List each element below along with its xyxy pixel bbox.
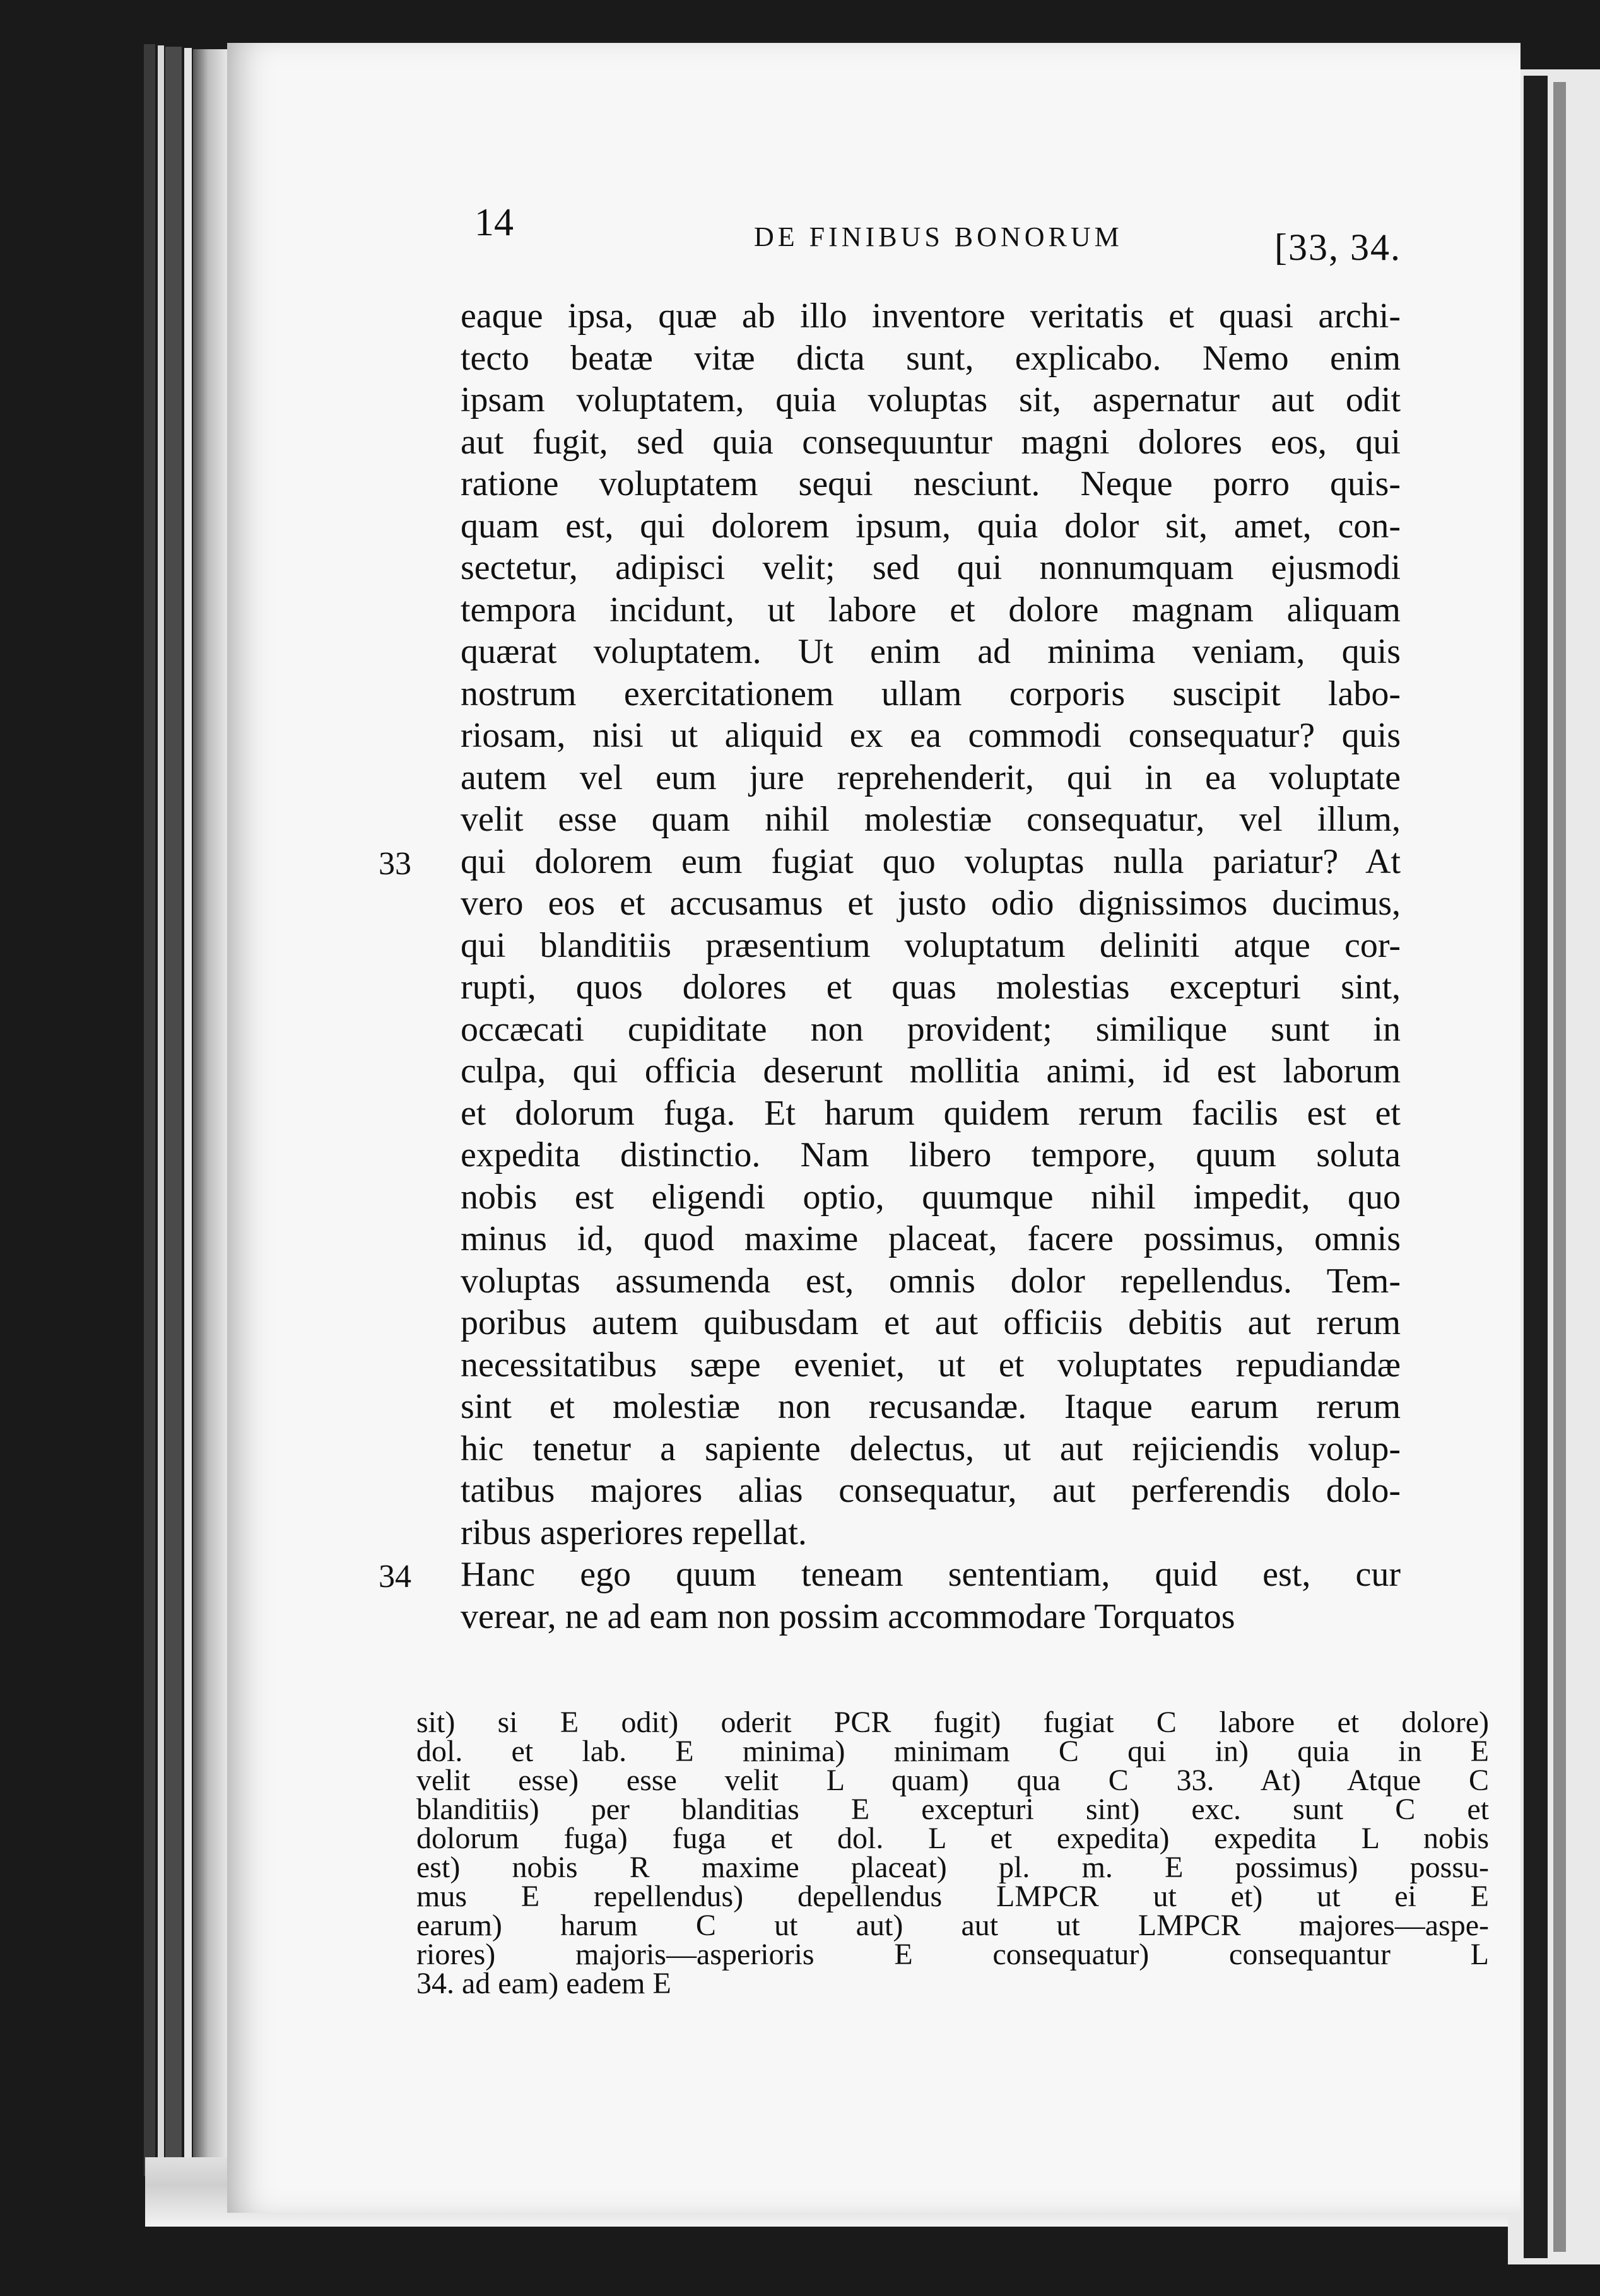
text-line-content: occæcati cupiditate non provident; similique sunt in (461, 1009, 1401, 1049)
text-line-content: ipsam voluptatem, quia voluptas sit, aspernatur aut odit (461, 380, 1401, 419)
text-line-content: quærat voluptatem. Ut enim ad minima veniam, quis (461, 632, 1401, 671)
text-line (461, 1470, 1401, 1512)
text-line (461, 1302, 1401, 1344)
text-line (461, 631, 1401, 673)
text-line (461, 1134, 1401, 1176)
text-line (461, 1176, 1401, 1219)
book-edge (184, 48, 192, 2205)
text-line (461, 715, 1401, 757)
text-line (461, 1218, 1401, 1260)
page-number: 14 (474, 201, 514, 244)
text-line-content: hic tenetur a sapiente delectus, ut aut rejiciendis volup- (461, 1429, 1401, 1468)
text-line (461, 673, 1401, 715)
text-line-content: Hanc ego quum teneam sententiam, quid est, cur (461, 1555, 1401, 1594)
text-line-content: eaque ipsa, quæ ab illo inventore veritatis et quasi archi- (461, 296, 1401, 336)
book-gutter (1524, 76, 1548, 2258)
text-line (379, 841, 1401, 883)
text-line (461, 1596, 1401, 1638)
text-line-content: qui dolorem eum fugiat quo voluptas nulla pariatur? At (461, 841, 1401, 881)
text-line-content: minus id, quod maxime placeat, facere possimus, omnis (461, 1219, 1401, 1258)
main-text (379, 295, 1470, 1637)
text-line (461, 547, 1401, 589)
critical-apparatus (416, 1708, 1489, 1998)
text-line-content: quam est, qui dolorem ipsum, quia dolor sit, amet, con- (461, 506, 1401, 546)
text-line-content: tatibus majores alias consequatur, aut perferendis dolo- (461, 1471, 1401, 1510)
text-line-content: et dolorum fuga. Et harum quidem rerum facilis est et (461, 1093, 1401, 1133)
text-line-content: riosam, nisi ut aliquid ex ea commodi consequatur? quis (461, 716, 1401, 755)
note-line: riores) majoris—asperioris E consequatur) consequantur L (416, 1938, 1489, 1971)
book-edge (193, 49, 231, 2213)
note-line: est) nobis R maxime placeat) pl. m. E possimus) possu- (416, 1851, 1489, 1884)
text-line-content: sectetur, adipisci velit; sed qui nonnumquam ejusmodi (461, 548, 1401, 587)
text-line (461, 799, 1401, 841)
text-line (461, 966, 1401, 1009)
text-line-content: autem vel eum jure reprehenderit, qui in ea voluptate (461, 758, 1401, 797)
running-title: DE FINIBUS BONORUM (754, 221, 1123, 252)
text-line (461, 1009, 1401, 1051)
text-line (461, 379, 1401, 421)
book-edge (144, 44, 155, 2176)
text-line-content: tempora incidunt, ut labore et dolore magnam aliquam (461, 590, 1401, 630)
text-line-content: velit esse quam nihil molestiæ consequatur, vel illum, (461, 800, 1401, 839)
text-line-content: ratione voluptatem sequi nesciunt. Neque porro quis- (461, 464, 1401, 503)
text-line (461, 882, 1401, 925)
text-line (461, 295, 1401, 337)
note-line: blanditiis) per blanditias E excepturi sint) exc. sunt C et (416, 1793, 1489, 1826)
text-line-content: voluptas assumenda est, omnis dolor repellendus. Tem- (461, 1261, 1401, 1301)
note-line: dol. et lab. E minima) minimam C qui in) quia in E (416, 1735, 1489, 1768)
text-line-content: necessitatibus sæpe eveniet, ut et voluptates repudiandæ (461, 1345, 1401, 1385)
text-line-content: verear, ne ad eam non possim accommodare Torquatos (461, 1596, 1235, 1636)
text-line-content: expedita distinctio. Nam libero tempore, quum soluta (461, 1135, 1401, 1174)
note-line: dolorum fuga) fuga et dol. L et expedita) expedita L nobis (416, 1822, 1489, 1855)
text-line (461, 589, 1401, 631)
book-page (227, 43, 1521, 2213)
note-line: 34. ad eam) eadem E (416, 1967, 671, 2000)
text-line (461, 1512, 1401, 1554)
text-line-content: qui blanditiis præsentium voluptatum deliniti atque cor- (461, 925, 1401, 965)
text-line-content: sint et molestiæ non recusandæ. Itaque earum rerum (461, 1387, 1401, 1426)
text-line-content: aut fugit, sed quia consequuntur magni dolores eos, qui (461, 422, 1401, 462)
page-header (227, 201, 1521, 268)
text-line (461, 757, 1401, 799)
text-line (461, 1092, 1401, 1135)
note-line: sit) si E odit) oderit PCR fugit) fugiat C labore et dolore) (416, 1706, 1489, 1739)
text-line (461, 337, 1401, 380)
text-line-content: poribus autem quibusdam et aut officiis debitis aut rerum (461, 1303, 1401, 1342)
text-line-content: culpa, qui officia deserunt mollitia animi, id est laborum (461, 1051, 1401, 1091)
text-line (379, 1554, 1401, 1596)
text-line (461, 463, 1401, 505)
book-edge (165, 47, 182, 2191)
facing-page-edge (1553, 82, 1566, 2252)
text-line-content: rupti, quos dolores et quas molestias excepturi sint, (461, 968, 1401, 1007)
text-line (461, 421, 1401, 464)
text-line (461, 925, 1401, 967)
text-line-content: nostrum exercitationem ullam corporis suscipit labo- (461, 674, 1401, 713)
note-line: velit esse) esse velit L quam) qua C 33. At) Atque C (416, 1764, 1489, 1797)
text-line-content: vero eos et accusamus et justo odio dignissimos ducimus, (461, 884, 1401, 923)
text-line (461, 1386, 1401, 1428)
book-edge (158, 45, 164, 2184)
section-number: 34 (379, 1559, 411, 1595)
text-line-content: ribus asperiores repellat. (461, 1513, 807, 1552)
text-line (461, 1428, 1401, 1470)
text-line-content: tecto beatæ vitæ dicta sunt, explicabo. Nemo enim (461, 338, 1401, 378)
text-line-content: nobis est eligendi optio, quumque nihil impedit, quo (461, 1177, 1401, 1217)
section-number: 33 (379, 845, 411, 882)
text-line (461, 505, 1401, 548)
text-line (461, 1050, 1401, 1092)
text-line (461, 1344, 1401, 1386)
section-reference: [33, 34. (1274, 226, 1401, 268)
text-line (461, 1260, 1401, 1303)
note-line: earum) harum C ut aut) aut ut LMPCR majores—aspe- (416, 1909, 1489, 1942)
note-line: mus E repellendus) depellendus LMPCR ut et) ut ei E (416, 1880, 1489, 1913)
